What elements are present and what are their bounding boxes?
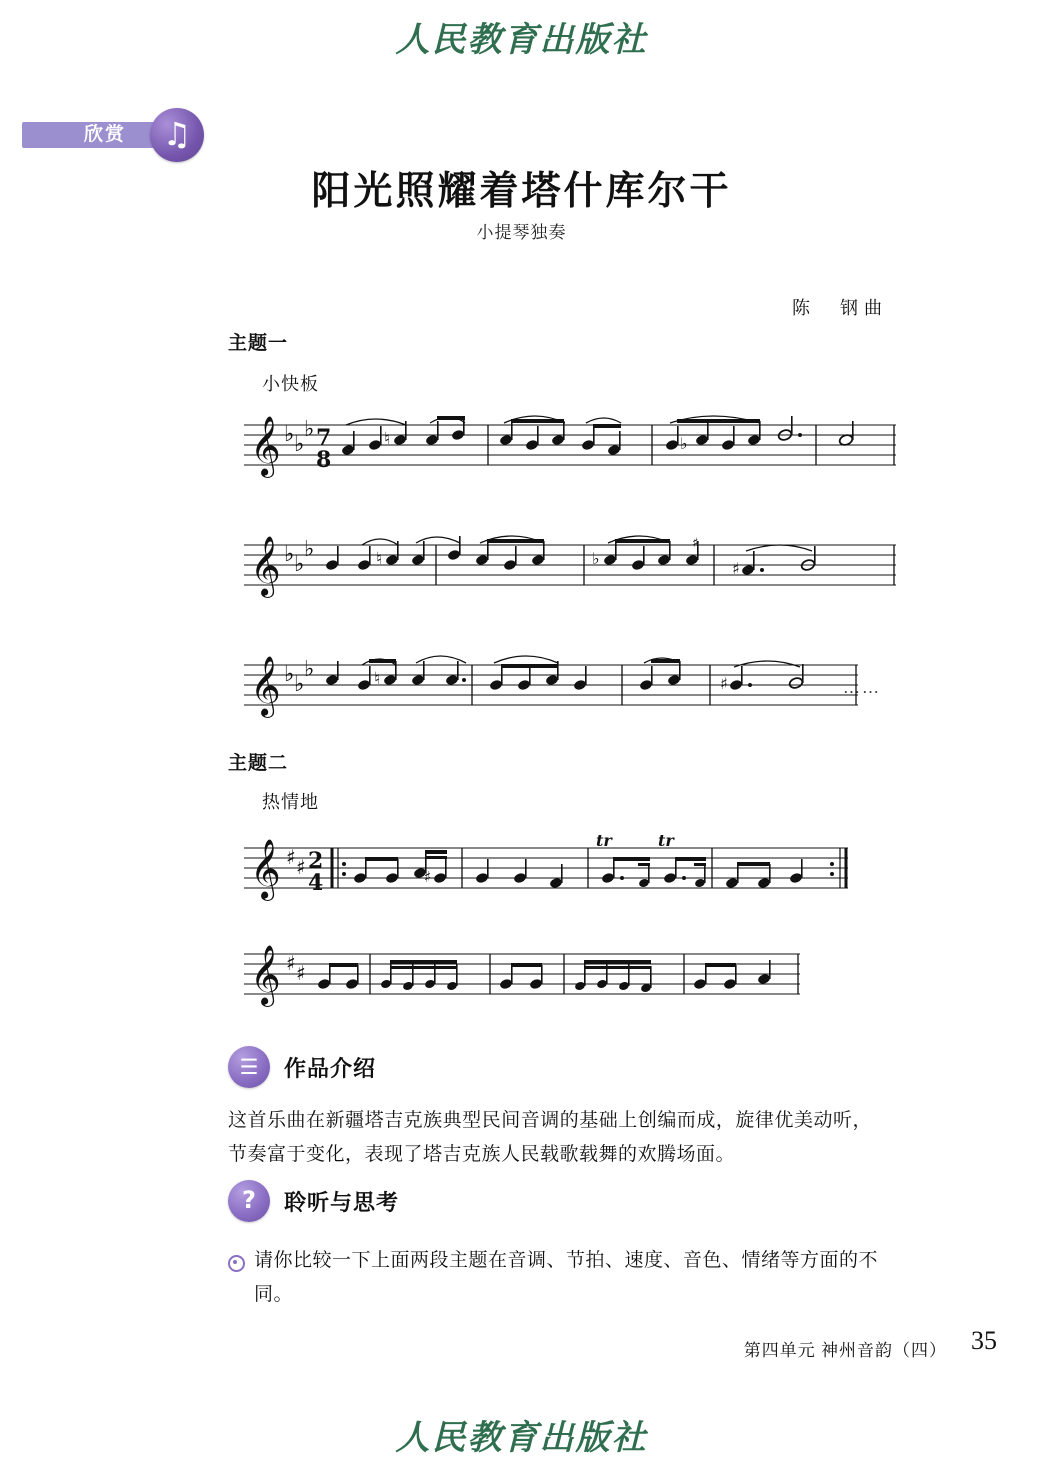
svg-text:♭: ♭ — [294, 552, 305, 577]
svg-text:♯: ♯ — [286, 951, 296, 975]
footer-unit-text: 第四单元 神州音韵（四） — [743, 1341, 947, 1360]
introduction-text: 这首乐曲在新疆塔吉克族典型民间音调的基础上创编而成，旋律优美动听，节奏富于变化，表现了塔吉克族人民载歌载舞的欢腾场面。 — [228, 1110, 872, 1165]
svg-text:♮: ♮ — [374, 669, 381, 689]
list-item — [228, 1244, 878, 1312]
svg-text:♯: ♯ — [424, 868, 432, 886]
svg-text:♮: ♮ — [384, 429, 391, 449]
theme-one-label: 主题一 — [228, 333, 289, 354]
svg-text:2: 2 — [308, 848, 324, 874]
scroll-icon — [228, 1046, 270, 1088]
listen-think-heading-text: 聆听与思考 — [284, 1189, 400, 1215]
bullet-dot-icon — [228, 1255, 245, 1272]
svg-text:8: 8 — [316, 447, 332, 473]
introduction-heading — [228, 1046, 376, 1088]
staff-system-1-3 — [240, 645, 900, 725]
section-tag — [22, 108, 212, 160]
page-number: 35 — [971, 1326, 997, 1355]
page-subtitle: 小提琴独奏 — [476, 223, 567, 242]
svg-text:𝄞: 𝄞 — [250, 536, 281, 596]
svg-text:𝄞: 𝄞 — [250, 416, 281, 476]
question-mark-icon — [228, 1180, 270, 1222]
svg-text:♯: ♯ — [296, 961, 306, 985]
section-tag-label: 欣赏 — [84, 124, 127, 145]
svg-text:♯: ♯ — [732, 559, 740, 578]
svg-text:♭: ♭ — [592, 549, 600, 568]
svg-text:♭: ♭ — [284, 542, 295, 567]
svg-text:♯: ♯ — [286, 845, 296, 869]
listen-think-heading — [228, 1180, 399, 1222]
staff-system-2-2 — [240, 928, 860, 1014]
svg-text:♯: ♯ — [720, 674, 728, 693]
svg-text:4: 4 — [308, 870, 324, 896]
music-note-icon — [150, 108, 204, 162]
publisher-watermark-bottom: 人民教育出版社 — [395, 1420, 648, 1457]
svg-text:♭: ♭ — [284, 422, 295, 447]
svg-text:♮: ♮ — [376, 549, 383, 569]
theme-two-label: 主题二 — [228, 753, 289, 774]
question-mark-glyph: ? — [242, 1186, 256, 1214]
svg-text:♭: ♭ — [304, 657, 315, 682]
svg-text:♭: ♭ — [304, 417, 315, 442]
introduction-heading-text: 作品介绍 — [284, 1055, 377, 1081]
svg-text:♭: ♭ — [294, 432, 305, 457]
continuation-dots: …… — [843, 678, 881, 697]
svg-text:♭: ♭ — [304, 537, 315, 562]
svg-text:♯: ♯ — [296, 855, 306, 879]
svg-text:7: 7 — [316, 425, 332, 451]
svg-text:♭: ♭ — [294, 672, 305, 697]
page-title: 阳光照耀着塔什库尔干 — [311, 170, 732, 213]
staff-system-2-1 — [240, 822, 860, 908]
svg-text:𝄞: 𝄞 — [250, 839, 281, 899]
theme-one-tempo: 小快板 — [262, 374, 319, 394]
svg-text:♯: ♯ — [692, 536, 699, 551]
svg-text:tr: tr — [658, 831, 674, 850]
scroll-glyph: ☰ — [239, 1055, 259, 1079]
staff-system-1-1 — [240, 405, 900, 485]
music-note-glyph: ♫ — [162, 115, 192, 153]
svg-text:𝄞: 𝄞 — [250, 656, 281, 716]
composer-credit: 陈 钢曲 — [792, 298, 888, 318]
svg-text:♭: ♭ — [680, 434, 688, 453]
staff-system-1-2 — [240, 525, 900, 605]
question-text: 请你比较一下上面两段主题在音调、节拍、速度、音色、情绪等方面的不同。 — [254, 1250, 879, 1305]
theme-two-tempo: 热情地 — [262, 792, 319, 812]
svg-text:♭: ♭ — [284, 662, 295, 687]
publisher-watermark-top: 人民教育出版社 — [395, 22, 648, 59]
svg-text:𝄞: 𝄞 — [250, 945, 281, 1005]
svg-text:tr: tr — [596, 831, 612, 850]
